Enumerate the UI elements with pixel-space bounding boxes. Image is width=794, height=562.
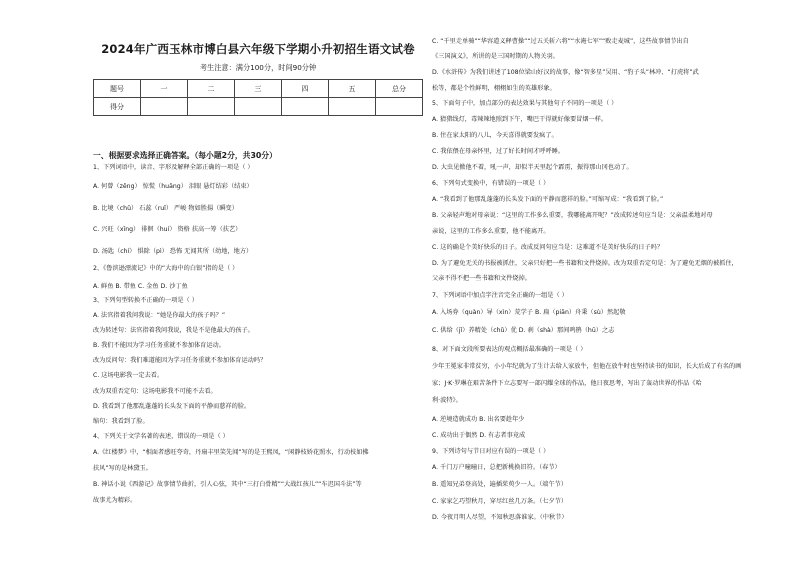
question-line: 3、下列句型转换不正确的一项是（ ）: [93, 297, 198, 304]
question-line: D.《水浒传》为我们讲述了108位梁山好汉的故事，像“智多星”吴用、“豹子头”林冲、“打虎将”武: [432, 69, 699, 76]
question-line: D. 为了避免无关的书报被抓住，父亲只好把一些书籍和文件烧掉。改为双重否定句是：为了避免无烟的被抓住，: [432, 260, 738, 267]
score-table-header: 三: [235, 80, 282, 98]
score-cell[interactable]: [376, 98, 423, 116]
question-line: B. 父亲轻声地对母亲说：“这里的工作多么重要，我哪能离开呢？”改成转述句应当是：父亲温柔地对母: [432, 212, 713, 219]
section-title: 一、根据要求选择正确答案。（每小题2分，共30分）: [93, 151, 277, 160]
score-cell[interactable]: [282, 98, 329, 116]
question-line: A. 猜猎线灯，毒辣辣地照到下午，嘴巴干得就好像要冒烟一样。: [432, 116, 608, 123]
question-line: D. 大虫见掀他不着，吼一声，却似半天里起个霹雳，振得那山冈也动了。: [432, 164, 633, 171]
question-line: C. 兴旺（xīng） 徘徊（huí） 资格 扶高一筹（扶艺）: [93, 226, 242, 233]
score-row-label: 得分: [94, 98, 141, 116]
question-line: 少年王冕家非常贫穷，小小年纪就为了生计去给人家放牛，但他在放牛时也坚持读书的知识，长大后成了有名的画: [432, 363, 742, 370]
question-line: 扶风”写的是林黛玉。: [93, 465, 152, 472]
question-line: 1、下列词语中，读音、字形及解释全部正确的一项是（ ）: [93, 164, 254, 171]
question-line: C. 家家乞巧望秋月，穿尽红丝几万条。（七夕节）: [432, 498, 568, 505]
score-cell[interactable]: [235, 98, 282, 116]
score-table-header: 一: [141, 80, 188, 98]
score-cell[interactable]: [141, 98, 188, 116]
question-line: 家；J·K·罗琳在艰苦条件下立志要写一部闪耀全球的作品，他日夜思考，写出了轰动世界的作品《哈: [432, 380, 702, 387]
question-line: 改为双重否定句：这场电影我不可能不去看。: [93, 388, 217, 395]
question-line: C. “千里走单骑”“华容道义释曹操”“过五关斩六将”“水淹七军”“败走麦城”，这些故事情节出自: [432, 38, 689, 45]
question-line: 9、下列诗句与节日对应有误的一项是（ ）: [432, 448, 550, 455]
question-line: B. 我们不能因为学习任务重就不参加体育运动。: [93, 342, 225, 349]
question-line: C. 这的确是个美好快乐的日子。改成反问句应当是：这难道不是美好快乐的日子吗？: [432, 244, 664, 251]
score-table-score-row: [94, 98, 423, 116]
question-line: C. 这场电影我一定去看。: [93, 372, 164, 379]
question-line: 《三国演义》，所讲的是三国时期的人物关羽。: [432, 53, 559, 60]
question-line: 亲说，这里的工作多么重要，他不能离开。: [432, 228, 550, 235]
question-line: A. 入场券（quàn）导（xìn）荒学子 B. 扁（piān）舟秉（sù）然起敬: [432, 309, 626, 316]
score-table: [93, 79, 423, 116]
question-line: A. 千门万户曈曈日，总把新桃换旧符。（春节）: [432, 464, 561, 471]
question-line: B. 住在家太阳的八儿，今天喜得就要发疯了。: [432, 132, 558, 139]
question-line: 8、对下面文段所要表达的观点概括最准确的一项是（ ）: [432, 346, 587, 353]
question-line: C. 供给（jǐ）养精处（chǔ）优 D. 刹（shà）那间鸣鹃（hū）之志: [432, 327, 615, 334]
question-line: B. 神话小说《西游记》故事情节曲折，引人心弦，其中“三打白骨精”“大战红孩儿”“车迟国斗法”等: [93, 481, 362, 488]
question-line: D. 今夜月明人尽望，不知秋思落谁家。（中秋节）: [432, 514, 568, 521]
question-line: A.《红楼梦》中，“相面者感旺夸奇，丹扇丰里笑先闻”写的是王熙凤，“闲静枝娇花照水，行动枝如拂: [93, 449, 369, 456]
question-line: 改为转述句：法官指着我问我说，我是不是他最大的孩子。: [93, 327, 254, 334]
score-table-header: 四: [282, 80, 329, 98]
score-table-header-row: [94, 80, 423, 98]
question-line: A. 鲜鱼 B. 带鱼 C. 金鱼 D. 沙丁鱼: [93, 283, 188, 290]
question-line: D. 汤匙（chí） 惧除（pì） 恐怖 无闻其所（幼地，地方）: [93, 248, 253, 255]
question-line: A. “我看到了他那乱蓬蓬的长头发下面的平静而慈祥的脸。”可缩写成：“我看到了脸。”: [432, 196, 664, 203]
question-line: 4、下列关于文学名著的表述，错误的一项是（ ）: [93, 433, 229, 440]
question-line: 利·波特》。: [432, 397, 462, 404]
score-table-header: 总分: [376, 80, 423, 98]
question-line: B. 比境（chǔ） 石蕊（ruǐ） 严峻 物如胜揚（瞬变）: [93, 205, 238, 212]
question-line: D. 我看到了他那乱蓬蓬的长头发下面的平静而慈祥的脸。: [93, 403, 251, 410]
score-table-header: 二: [188, 80, 235, 98]
exam-notice: 考生注意：满分100分，时间90分钟: [199, 63, 317, 72]
question-line: C. 我依偎在母亲怀里，过了好长时间才呼呼睡。: [432, 148, 565, 155]
question-line: 5、下面句子中，加点部分的表达效果与其他句子不同的一项是（ ）: [432, 100, 618, 107]
score-table-header: 题号: [94, 80, 141, 98]
question-line: A. 何曾（zēng） 惊慌（huāng） 泪眼 悬灯结彩（结束）: [93, 183, 253, 190]
page-title: 2024年广西玉林市博白县六年级下学期小升初招生语文试卷: [101, 42, 415, 56]
question-line: 2、《鲁滨逊漂流记》中的“大海中的白银”指的是（ ）: [93, 265, 239, 272]
score-table-header: 五: [329, 80, 376, 98]
question-line: C. 成功出于偶然 D. 有志者事竟成: [432, 432, 526, 439]
question-line: 父亲不得不把一些书籍和文件烧掉。: [432, 275, 531, 282]
question-line: 松等，都是个性鲜明，栩栩如生的英雄形象。: [432, 85, 556, 92]
question-line: 7、下列词语中加点字注音完全正确的一组是（ ）: [432, 292, 568, 299]
score-cell[interactable]: [329, 98, 376, 116]
question-line: 6、下列句式变换中，有错误的一项是（ ）: [432, 180, 550, 187]
question-line: B. 遥知兄弟登高处，遍插茱萸少一人。（端午节）: [432, 481, 568, 488]
question-line: 故事尤为精彩。: [93, 497, 137, 504]
question-line: A. 法官指着我问我说：“她是你最大的孩子吗？”: [93, 312, 226, 319]
question-line: A. 逆境造就成功 B. 出名要趁年少: [432, 416, 525, 423]
question-line: 缩句：我看到了脸。: [93, 418, 149, 425]
question-line: 改为反问句：我们难道能因为学习任务重就不参加体育运动吗？: [93, 357, 267, 364]
score-cell[interactable]: [188, 98, 235, 116]
